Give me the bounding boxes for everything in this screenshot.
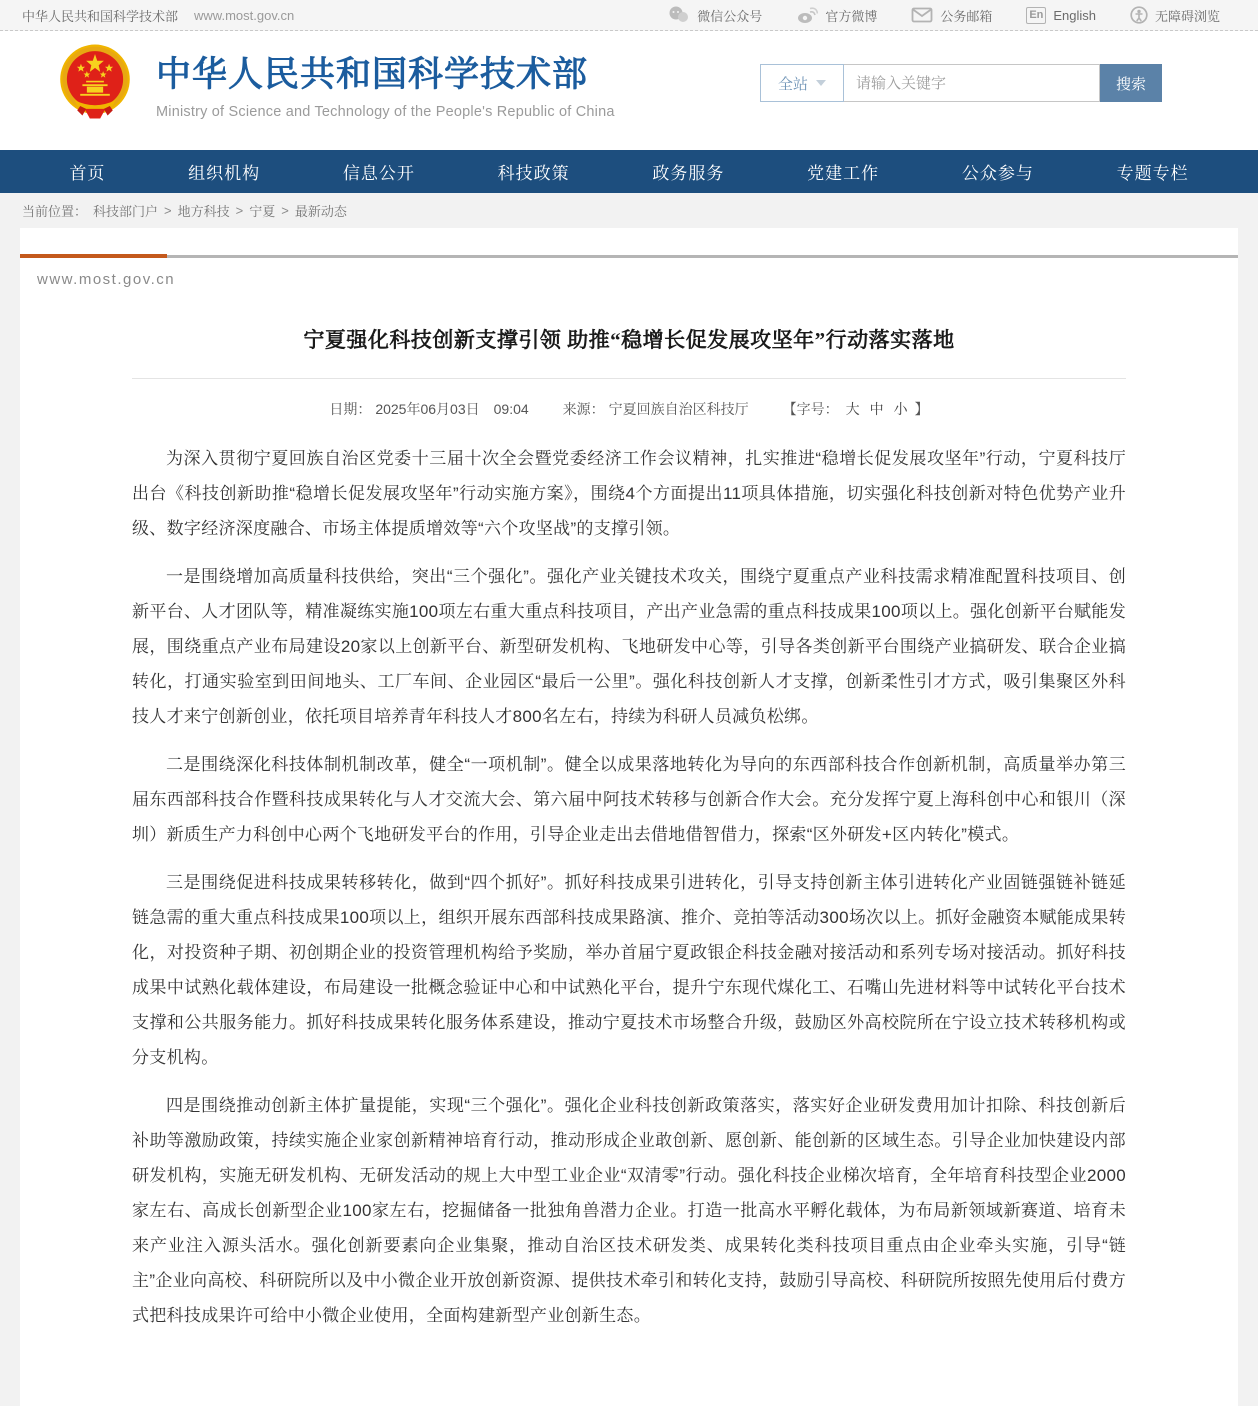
site-title: 中华人民共和国科学技术部	[156, 54, 589, 94]
article-paragraph: 一是围绕增加高质量科技供给，突出“三个强化”。强化产业关键技术攻关，围绕宁夏重点产业科技需求精准配置科技项目、创新平台、人才团队等，精准凝练实施100项左右重大重点科技项目，产出产业急需的重点科技成果100项以上。强化创新平台赋能发展，围绕重点产业布局建设20家以上创新平台、新型研发机构、飞地研发中心等，引导各类创新平台围绕产业搞研发、联合企业搞转化，打通实验室到田间地头、工厂车间、企业园区“最后一公里”。强化科技创新人才支撑，创新柔性引才方式，吸引集聚区外科技人才来宁创新创业，依托项目培养青年科技人才800名左右，持续为科研人员减负松绑。	[132, 567, 1126, 726]
article-body	[132, 441, 1126, 1333]
title-divider	[132, 378, 1126, 379]
breadcrumb-separator: >	[281, 203, 289, 218]
article-paragraph: 四是围绕推动创新主体扩量提能，实现“三个强化”。强化企业科技创新政策落实，落实好企业研发费用加计扣除、科技创新后补助等激励政策，持续实施企业家创新精神培育行动，推动形成企业敢创新、愿创新、能创新的区域生态。引导企业加快建设内部研发机构，实施无研发机构、无研发活动的规上大中型工业企业“双清零”行动。强化科技企业梯次培育，全年培育科技型企业2000家左右、高成长创新型企业100家左右，挖掘储备一批独角兽潜力企业。打造一批高水平孵化载体，为布局新领域新赛道、培育未来产业注入源头活水。强化创新要素向企业集聚，推动自治区技术研发类、成果转化类科技项目重点由企业牵头实施，引导“链主”企业向高校、科研院所以及中小微企业开放创新资源、提供技术牵引和转化支持，鼓励引导高校、科研院所按照先使用后付费方式把科技成果许可给中小微企业使用，全面构建新型产业创新生态。	[132, 1096, 1126, 1325]
date-value: 2025年06月03日	[375, 401, 480, 417]
content-panel	[20, 228, 1238, 1406]
article-meta	[132, 399, 1126, 419]
article-paragraph: 三是围绕促进科技成果转移转化，做到“四个抓好”。抓好科技成果引进转化，引导支持创新主体引进转化产业固链强链补链延链急需的重大重点科技成果100项以上，组织开展东西部科技成果路演、推介、竞拍等活动300场次以上。抓好金融资本赋能成果转化，对投资种子期、初创期企业的投资管理机构给予奖励，举办首届宁夏政银企科技金融对接活动和系列专场对接活动。抓好科技成果中试熟化载体建设，布局建设一批概念验证中心和中试熟化平台，提升宁东现代煤化工、石嘴山先进材料等中试转化平台技术支撑和公共服务能力。抓好科技成果转化服务体系建设，推动宁夏技术市场整合升级，鼓励区外高校院所在宁设立技术转移机构或分支机构。	[132, 873, 1126, 1067]
fontsize-small-button[interactable]: 小	[893, 401, 908, 417]
article	[20, 324, 1238, 1406]
wechat-label: 微信公众号	[697, 8, 763, 24]
time-value: 09:04	[493, 401, 529, 417]
breadcrumb-item-ningxia[interactable]: 宁夏	[249, 204, 276, 219]
brand[interactable]	[58, 43, 615, 123]
article-title: 宁夏强化科技创新支撑引领 助推“稳增长促发展攻坚年”行动落实落地	[303, 328, 955, 352]
en-icon: En	[1026, 7, 1046, 24]
search-box	[760, 64, 1162, 102]
breadcrumb-item-portal[interactable]: 科技部门户	[93, 204, 159, 219]
mail-icon	[911, 7, 933, 23]
english-link[interactable]	[1026, 7, 1096, 24]
breadcrumb-label: 当前位置：	[22, 204, 88, 219]
breadcrumb-item-latest[interactable]: 最新动态	[294, 204, 347, 219]
nav-item-sci-tech-policy[interactable]: 科技政策	[497, 164, 570, 183]
site-name-text: 中华人民共和国科学技术部	[22, 8, 179, 24]
search-input[interactable]	[844, 64, 1100, 102]
weibo-icon	[796, 6, 818, 24]
breadcrumb	[0, 193, 1258, 228]
panel-watermark-url: www.most.gov.cn	[37, 271, 176, 288]
accessibility-icon	[1130, 6, 1148, 24]
search-scope-value: 全站	[777, 75, 808, 93]
national-emblem-logo	[58, 43, 132, 123]
breadcrumb-item-local[interactable]: 地方科技	[177, 204, 230, 219]
masthead	[0, 31, 1258, 150]
site-subtitle: Ministry of Science and Technology of the People's Republic of China	[156, 103, 615, 120]
nav-item-party-building[interactable]: 党建工作	[807, 164, 880, 183]
fontsize-label: 【字号：	[782, 401, 839, 417]
top-utility-bar	[0, 0, 1258, 31]
wechat-link[interactable]	[668, 6, 762, 25]
english-label: English	[1053, 7, 1096, 23]
mail-link[interactable]	[911, 6, 992, 25]
panel-top-rule	[20, 254, 1238, 258]
site-url-text: www.most.gov.cn	[194, 7, 295, 23]
source-label: 来源：	[562, 401, 605, 417]
nav-item-gov-services[interactable]: 政务服务	[652, 164, 725, 183]
date-label: 日期：	[329, 401, 372, 417]
nav-item-special-columns[interactable]: 专题专栏	[1116, 164, 1189, 183]
chevron-down-icon	[816, 80, 826, 86]
fontsize-bracket-end: 】	[914, 401, 929, 417]
mail-label: 公务邮箱	[940, 8, 993, 24]
fontsize-medium-button[interactable]: 中	[869, 401, 884, 417]
nav-item-home[interactable]: 首页	[69, 164, 106, 183]
search-scope-dropdown[interactable]	[760, 64, 844, 102]
nav-item-public-participation[interactable]: 公众参与	[961, 164, 1034, 183]
weibo-link[interactable]	[796, 6, 877, 25]
source-value: 宁夏回族自治区科技厅	[608, 401, 749, 417]
accessibility-link[interactable]	[1130, 6, 1220, 25]
article-paragraph: 为深入贯彻宁夏回族自治区党委十三届十次全会暨党委经济工作会议精神，扎实推进“稳增长促发展攻坚年”行动，宁夏科技厅出台《科技创新助推“稳增长促发展攻坚年”行动实施方案》，围绕4个方面提出11项具体措施，切实强化科技创新对特色优势产业升级、数字经济深度融合、市场主体提质增效等“六个攻坚战”的支撑引领。	[132, 449, 1126, 538]
breadcrumb-separator: >	[164, 203, 172, 218]
breadcrumb-separator: >	[235, 203, 244, 218]
nav-item-info-disclosure[interactable]: 信息公开	[342, 164, 415, 183]
search-button[interactable]: 搜索	[1100, 64, 1162, 102]
fontsize-large-button[interactable]: 大	[845, 401, 860, 417]
weibo-label: 官方微博	[825, 8, 878, 24]
wechat-icon	[668, 6, 690, 24]
accessibility-label: 无障碍浏览	[1154, 8, 1220, 24]
main-navigation	[0, 150, 1258, 193]
nav-item-organization[interactable]: 组织机构	[188, 164, 261, 183]
article-paragraph: 二是围绕深化科技体制机制改革，健全“一项机制”。健全以成果落地转化为导向的东西部科技合作创新机制，高质量举办第三届东西部科技合作暨科技成果转化与人才交流大会、第六届中阿技术转移与创新合作大会。充分发挥宁夏上海科创中心和银川（深圳）新质生产力科创中心两个飞地研发平台的作用，引导企业走出去借地借智借力，探索“区外研发+区内转化”模式。	[132, 755, 1126, 844]
